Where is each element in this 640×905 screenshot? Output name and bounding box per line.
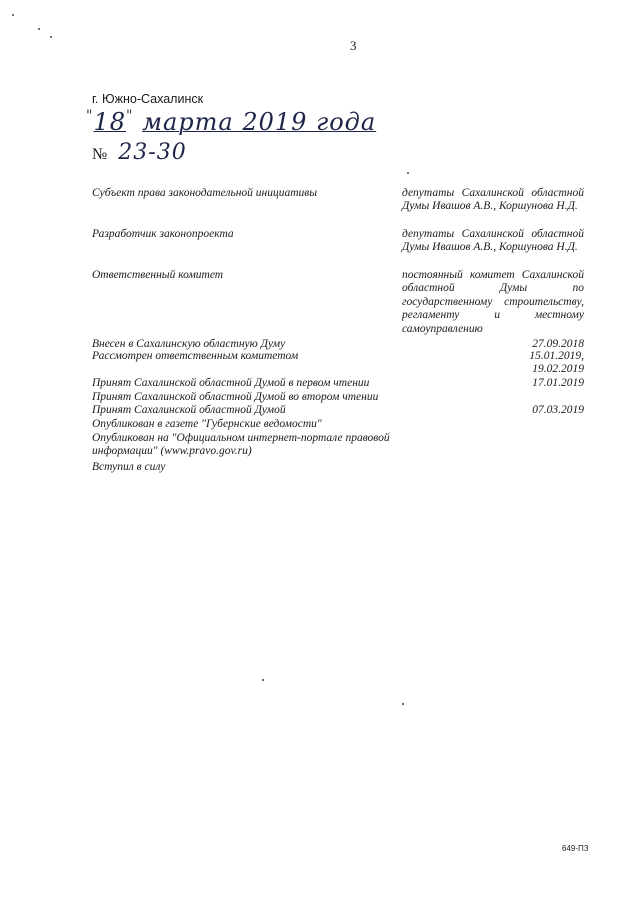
- scan-speck: [262, 679, 264, 681]
- history-date: 27.09.2018: [532, 338, 584, 350]
- handwritten-day: 18: [93, 108, 126, 136]
- page-number: 3: [350, 38, 357, 53]
- row-label-developer: Разработчик законопроекта: [92, 228, 234, 240]
- history-label: Принят Сахалинской областной Думой: [92, 404, 286, 416]
- scan-speck: [402, 703, 404, 705]
- law-number: 23-30: [118, 140, 187, 165]
- history-date: 19.02.2019: [532, 363, 584, 375]
- number-sign: №: [92, 146, 109, 163]
- quote-mark: ": [86, 108, 94, 124]
- history-date: 15.01.2019,: [529, 350, 584, 362]
- row-value-subject: депутаты Сахалинской областной Думы Ивашов А.В., Коршунова Н.Д.: [402, 187, 584, 213]
- handwritten-date: [86, 108, 376, 136]
- handwritten-month-year: марта 2019 года: [142, 108, 377, 136]
- scan-speck: [407, 172, 409, 174]
- row-value-developer: депутаты Сахалинской областной Думы Ивашов А.В., Коршунова Н.Д.: [402, 228, 584, 254]
- city-name: г. Южно-Сахалинск: [92, 92, 204, 106]
- history-label: Принят Сахалинской областной Думой в первом чтении: [92, 377, 370, 389]
- history-label: Внесен в Сахалинскую областную Думу: [92, 338, 286, 350]
- scan-speck: [12, 14, 14, 16]
- quote-mark: ": [126, 108, 134, 124]
- history-label: Опубликован на "Официальном интернет-портале правовой информации" (www.pravo.gov.ru): [92, 432, 390, 457]
- row-label-subject: Субъект права законодательной инициативы: [92, 187, 318, 199]
- row-label-committee: Ответственный комитет: [92, 269, 224, 281]
- history-date: 17.01.2019: [532, 377, 584, 389]
- history-date: 07.03.2019: [532, 404, 584, 416]
- history-label: Вступил в силу: [92, 461, 166, 473]
- document-code: 649-ПЗ: [562, 844, 589, 853]
- history-label: Опубликован в газете "Губернские ведомости": [92, 418, 322, 430]
- scan-speck: [50, 36, 52, 38]
- history-label: Рассмотрен ответственным комитетом: [92, 350, 299, 362]
- row-value-committee: постоянный комитет Сахалинской областной Думы по государственному строительству, регламенту и местному самоуправлению: [402, 269, 584, 335]
- history-label: Принят Сахалинской областной Думой во втором чтении: [92, 391, 379, 403]
- handwritten-number: [92, 140, 187, 165]
- scan-speck: [38, 28, 40, 30]
